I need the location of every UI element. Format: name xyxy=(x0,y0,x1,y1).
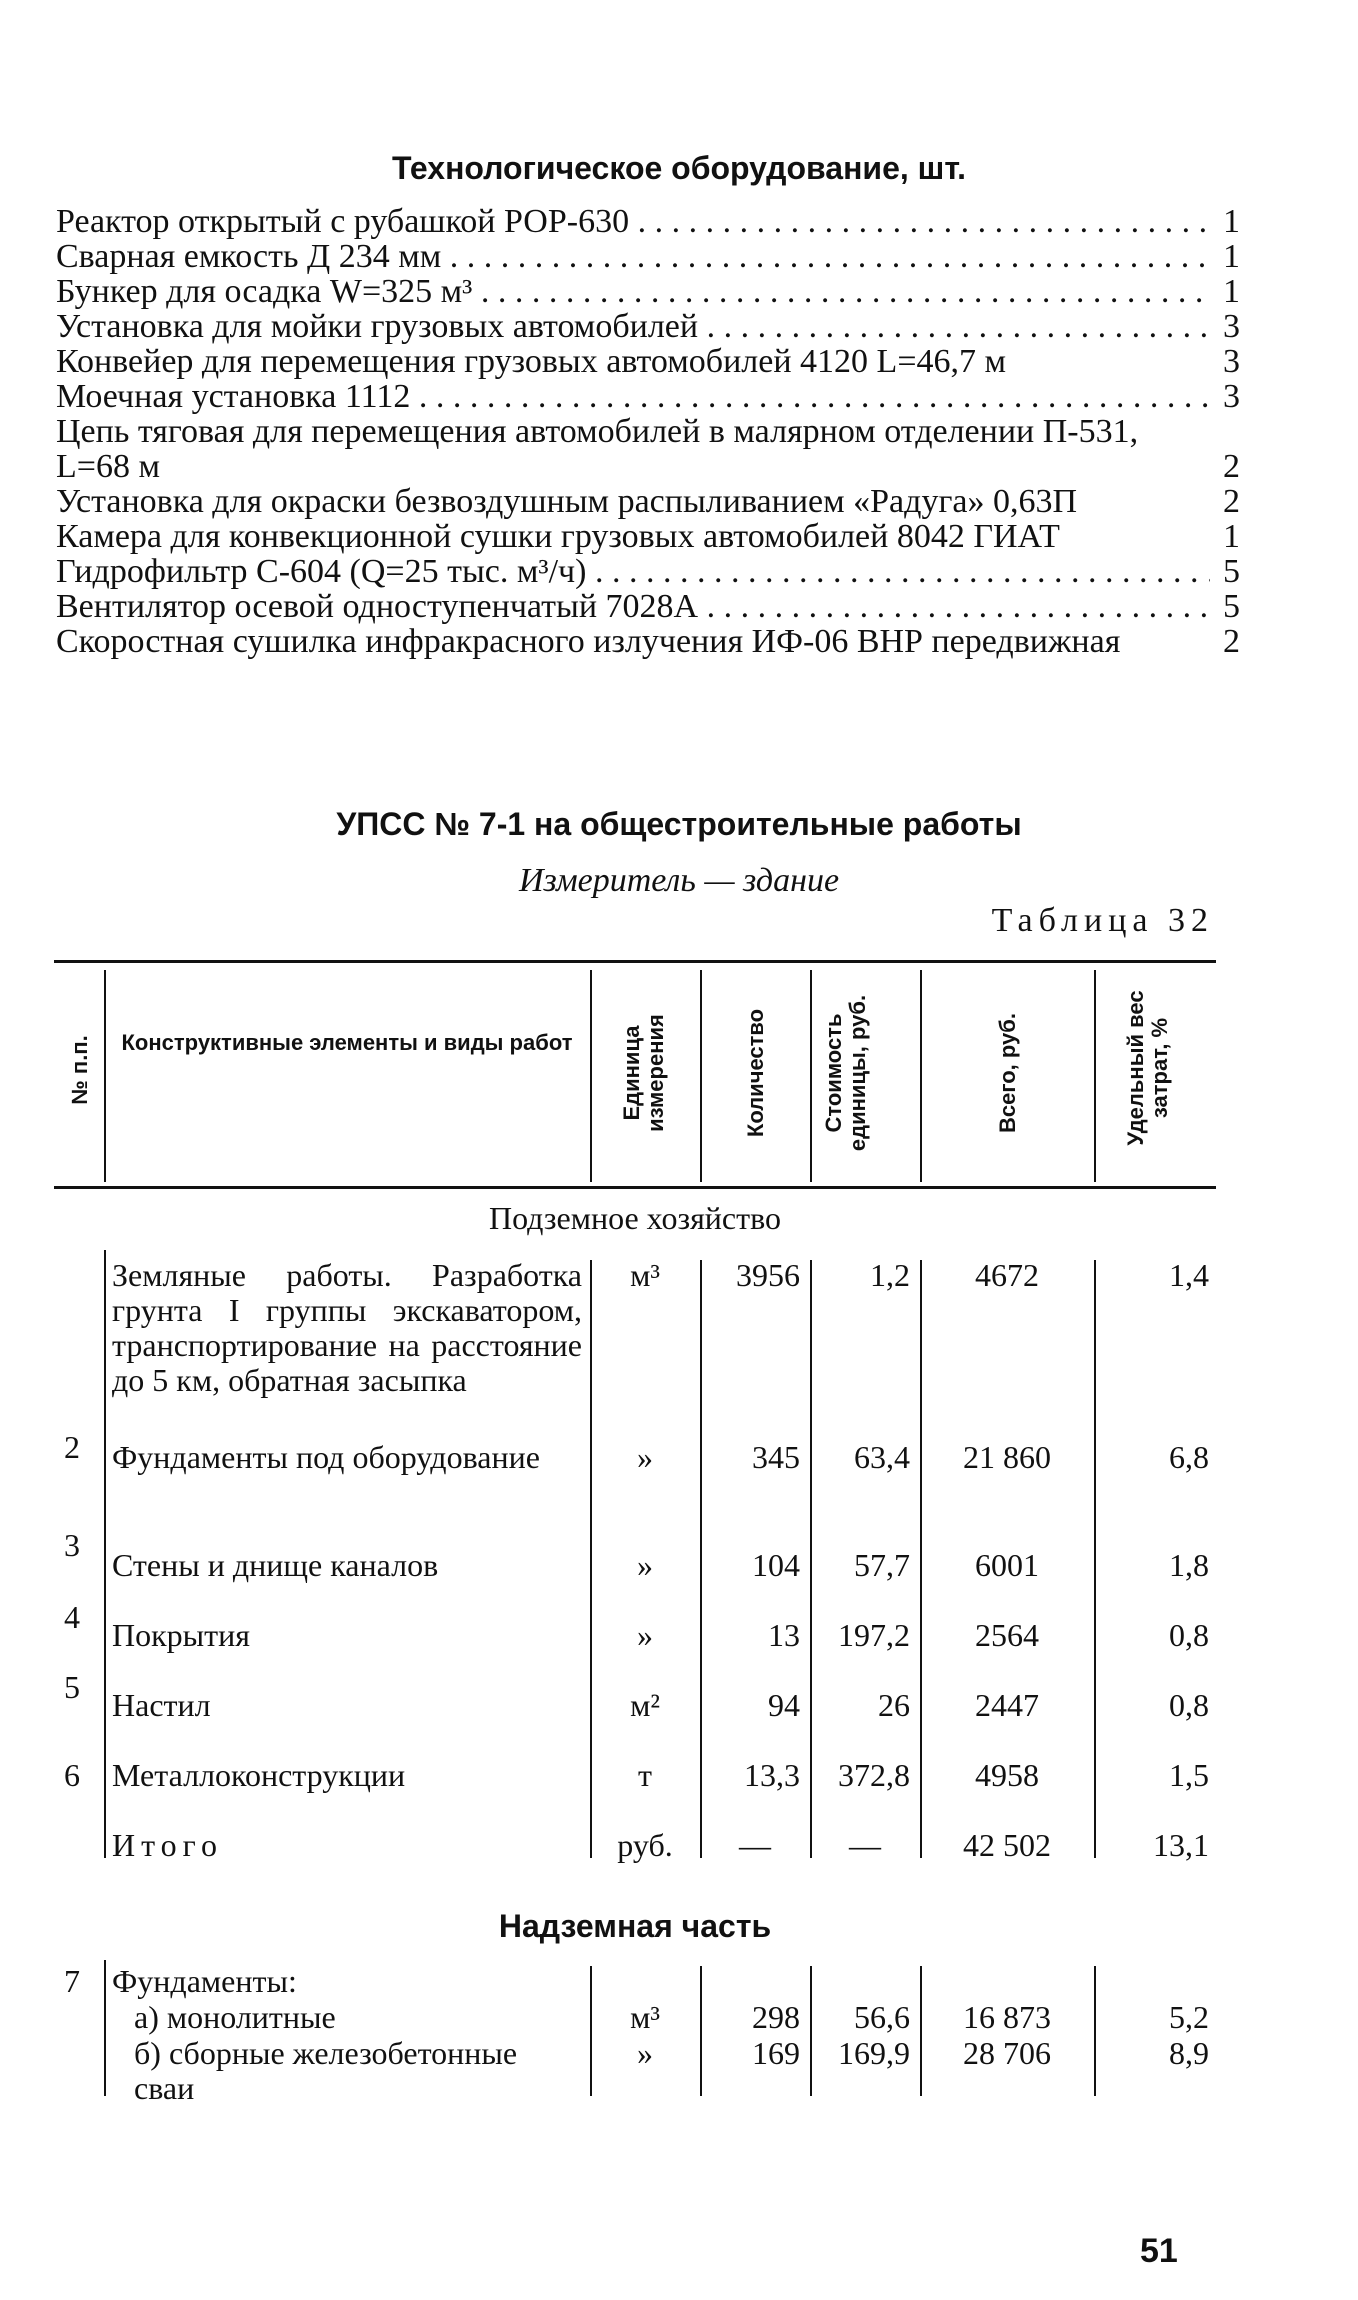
table-top-rule xyxy=(54,960,1216,963)
equipment-item: Камера для конвекционной сушки грузовых автомобилей 8042 ГИАТ 1 xyxy=(56,518,1240,555)
equipment-item: Реактор открытый с рубашкой РОР-630 . . . 1 xyxy=(56,204,1240,239)
header-divider xyxy=(920,970,922,1182)
section-title: Подземное хозяйство xyxy=(488,1200,781,1236)
col-share-header: Удельный вес затрат, % xyxy=(1123,990,1172,1146)
equipment-item: Установка для мойки грузовых автомобилей . . . 3 xyxy=(56,309,1240,344)
col-unit-header: Единица измерения xyxy=(619,1014,668,1132)
section-title: Надземная часть xyxy=(498,1908,772,1944)
col-elements-header: Конструктивные элементы и виды работ xyxy=(121,1030,573,1055)
header-bottom-rule xyxy=(54,1186,1216,1189)
table-heading: УПСС № 7-1 на общестроительные работы xyxy=(336,806,1022,842)
col-total-header: Всего, руб. xyxy=(995,1013,1020,1133)
header-divider xyxy=(590,970,592,1182)
equipment-item: Бункер для осадка W=325 м³ . . . 1 xyxy=(56,274,1240,309)
equipment-item: Гидрофильтр С-604 (Q=25 тыс. м³/ч) . . . 5 xyxy=(56,554,1240,589)
equipment-item: Конвейер для перемещения грузовых автомобилей 4120 L=46,7 м 3 xyxy=(56,343,1240,380)
header-divider xyxy=(104,970,106,1182)
equipment-item: Установка для окраски безвоздушным распыливанием «Радуга» 0,63П 2 xyxy=(56,483,1240,520)
col-unitcost-header: Стоимость единицы, руб. xyxy=(821,994,870,1152)
table-number: Таблица 32 xyxy=(991,902,1214,939)
equipment-item: Скоростная сушилка инфракрасного излучения ИФ-06 ВНР передвижная 2 xyxy=(56,623,1240,660)
cost-table: № п.п. Конструктивные элементы и виды работ Единица измерения Количество Стоимость единицы, руб. Всего, руб. Удельный вес затрат, % Подземное хозяйство Земляные работы. Разработка грунта I группы экскаватором, транспортирование на расстояние до 5 км, обратная засыпка м³ 3956 1,2 4672 1,4 2 Фундаменты под оборудование » 345 63,4 21 860 6,8 3 Стены и днище каналов » 104 57,7 6001 1,8 4 Покрытия » 13 197,2 2564 0,8 5 Настил м² 94 26 2447 0,8 6 Металлоконструкции т 13,3 372,8 4958 1,5 Итого руб. — — 42 502 13,1 Надземная часть 7 Фундаменты: а) монолитные м³ 298 56,6 16 873 5,2 б) сборные железобетонные сваи » 169 169,9 28 706 8,9 xyxy=(54,960,1216,2130)
header-divider xyxy=(810,970,812,1182)
equipment-item: Вентилятор осевой одноступенчатый 7028А . . . 5 xyxy=(56,589,1240,624)
equipment-list xyxy=(56,204,1240,659)
col-qty-header: Количество xyxy=(743,1008,768,1138)
equipment-item: Цепь тяговая для перемещения автомобилей в малярном отделении П-531, L=68 м 2 xyxy=(56,414,1240,485)
column-divider xyxy=(104,1250,106,1858)
page-number: 51 xyxy=(1140,2232,1178,2270)
equipment-title: Технологическое оборудование, шт. xyxy=(391,150,967,186)
header-divider xyxy=(1094,970,1096,1182)
table-subheading: Измеритель — здание xyxy=(518,862,840,899)
column-divider xyxy=(104,1960,106,2096)
col-num-header: № п.п. xyxy=(67,1035,92,1105)
header-divider xyxy=(700,970,702,1182)
equipment-item: Моечная установка 1112 . . . 3 xyxy=(56,379,1240,414)
equipment-item: Сварная емкость Д 234 мм . . . 1 xyxy=(56,239,1240,274)
